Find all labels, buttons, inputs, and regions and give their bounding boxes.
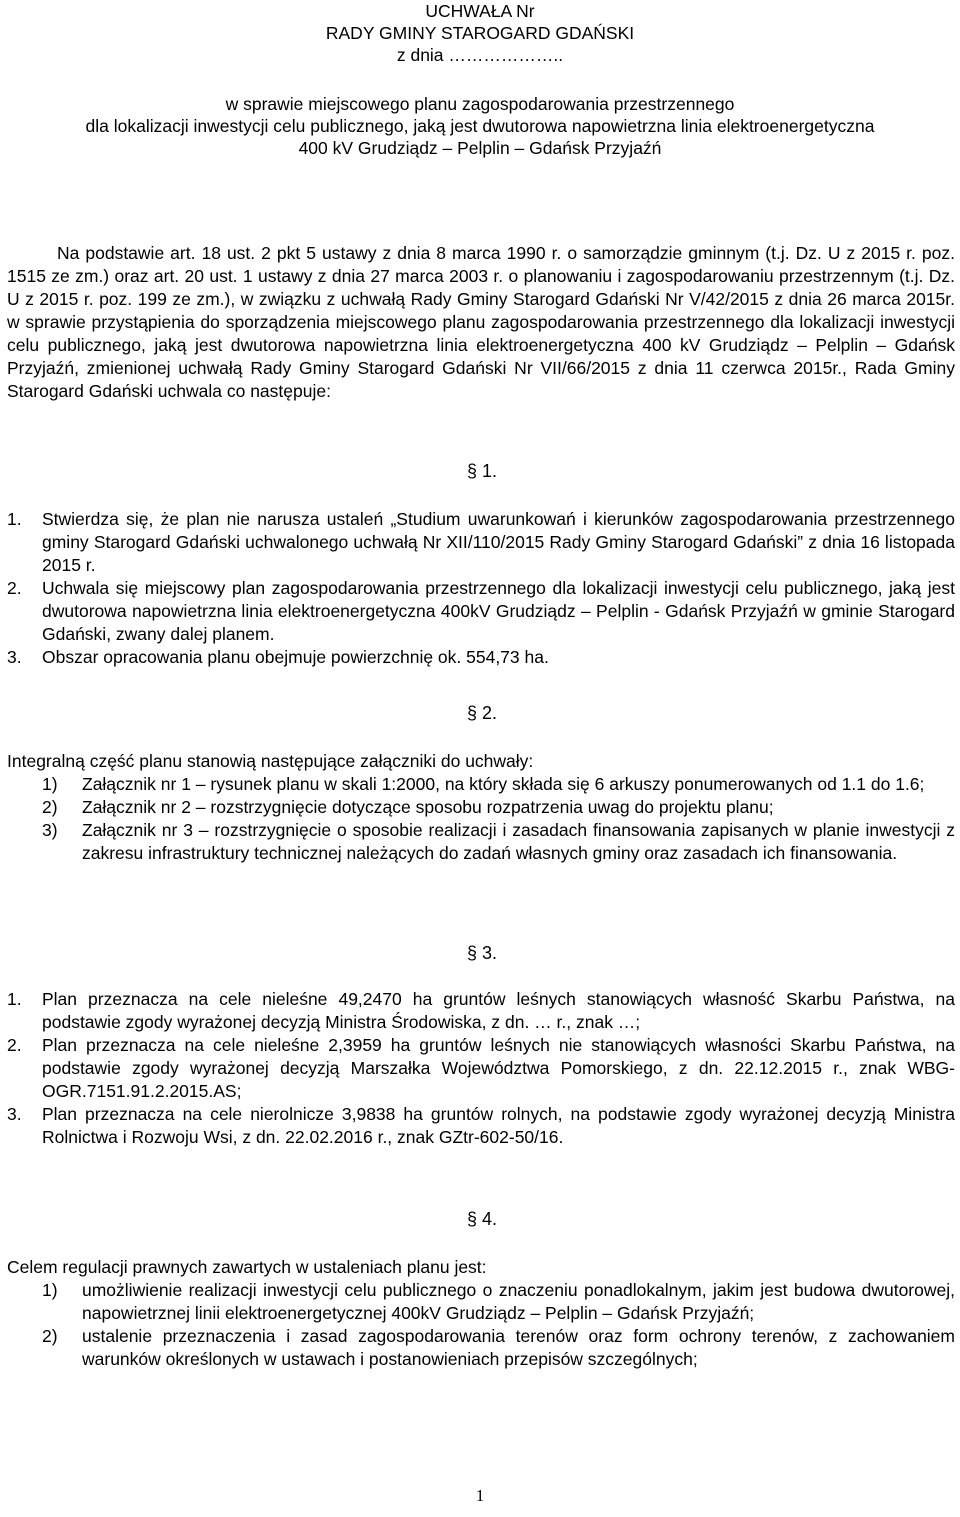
section-number: 1. — [482, 461, 498, 481]
section-2-body — [7, 750, 955, 865]
page-number: 1 — [475, 1486, 485, 1505]
list-item: 3. Obszar opracowania planu obejmuje powierzchnię ok. 554,73 ha. — [7, 647, 549, 667]
section-number: 2. — [482, 703, 498, 723]
list-item: 2) ustalenie przeznaczenia i zasad zagospodarowania terenów oraz form ochrony terenów, z zachowaniem warunków określonych w ustawach i postanowieniach przepisów szczególnych; — [42, 1326, 955, 1369]
section-3-heading — [462, 942, 502, 965]
section-3-body — [7, 988, 955, 1149]
preamble-text: Na podstawie art. 18 ust. 2 pkt 5 ustawy z dnia 8 marca 1990 r. o samorządzie gminnym (t.j. Dz. U z 2015 r. poz. 1515 ze zm.) oraz art. 20 ust. 1 ustawy z dnia 27 marca 2003 r. o planowaniu i zagospodarowaniu przestrzennym (t.j. Dz. U z 2015 r. poz. 199 ze zm.), w związku z uchwałą Rady Gminy Starogard Gdański Nr V/42/2015 z dnia 26 marca 2015r. w sprawie przystąpienia do sporządzenia miejscowego planu zagospodarowania przestrzennego dla lokalizacji inwestycji celu publicznego, jaką jest dwutorowa napowietrzna linia elektroenergetyczna 400 kV Grudziądz – Pelplin – Gdańsk Przyjaźń, zmienionej uchwałą Rady Gminy Starogard Gdański Nr VII/66/2015 z dnia 11 czerwca 2015r., Rada Gminy Starogard Gdański uchwala co następuje: — [7, 243, 955, 401]
section-4-intro: Celem regulacji prawnych zawartych w ustaleniach planu jest: — [7, 1257, 487, 1277]
section-number: 4. — [482, 1209, 498, 1229]
list-item: 1. Plan przeznacza na cele nieleśne 49,2470 ha gruntów leśnych stanowiących własność Skarbu Państwa, na podstawie zgody wyrażonej decyzją Ministra Środowiska, z dn. … r., znak …; — [7, 989, 955, 1032]
section-sign: § — [466, 703, 477, 723]
section-number: 3. — [482, 943, 498, 963]
section-sign: § — [466, 943, 477, 963]
resolution-date: z dnia ……………….. — [396, 45, 564, 65]
list-item: 2. Plan przeznacza na cele nieleśne 2,3959 ha gruntów leśnych nie stanowiących własności Skarbu Państwa, na podstawie zgody wyrażonej decyzją Marszałka Województwa Pomorskiego, z dn. 22.12.2015 r., znak WBG-OGR.7151.91.2.2015.AS; — [7, 1035, 955, 1101]
list-item: 3. Plan przeznacza na cele nierolnicze 3,9838 ha gruntów rolnych, na podstawie zgody wyrażonej decyzją Ministra Rolnictwa i Rozwoju Wsi, z dn. 22.02.2016 r., znak GZtr-602-50/16. — [7, 1104, 955, 1147]
preamble — [7, 242, 955, 403]
subject-line-2: dla lokalizacji inwestycji celu publicznego, jaką jest dwutorowa napowietrzna linia elektroenergetyczna — [85, 116, 875, 136]
list-item: 2. Uchwala się miejscowy plan zagospodarowania przestrzennego dla lokalizacji inwestycji celu publicznego, jaką jest dwutorowa napowietrzna linia elektroenergetyczna 400kV Grudziądz – Pelplin - Gdańsk Przyjaźń w gminie Starogard Gdański, zwany dalej planem. — [7, 578, 955, 644]
resolution-title: UCHWAŁA Nr — [425, 1, 535, 21]
resolution-header — [0, 0, 960, 159]
section-2-intro: Integralną część planu stanowią następujące załączniki do uchwały: — [7, 751, 534, 771]
subject-line-1: w sprawie miejscowego planu zagospodarowania przestrzennego — [225, 94, 735, 114]
list-item: 3) Załącznik nr 3 – rozstrzygnięcie o sposobie realizacji i zasadach finansowania zapisanych w planie inwestycji z zakresu infrastruktury technicznej należących do zadań własnych gminy oraz zasadach ich finansowania. — [42, 820, 955, 863]
section-2-heading — [462, 702, 502, 725]
section-1-body — [7, 508, 955, 669]
list-item: 1. Stwierdza się, że plan nie narusza ustaleń „Studium uwarunkowań i kierunków zagospodarowania przestrzennego gminy Starogard Gdański uchwalonego uchwałą Nr XII/110/2015 Rady Gminy Starogard Gdański” z dnia 16 listopada 2015 r. — [7, 509, 955, 575]
subject-line-3: 400 kV Grudziądz – Pelplin – Gdańsk Przyjaźń — [298, 138, 662, 158]
section-sign: § — [466, 461, 477, 481]
list-item: 2) Załącznik nr 2 – rozstrzygnięcie dotyczące sposobu rozpatrzenia uwag do projektu planu; — [42, 797, 774, 817]
section-1-heading — [462, 460, 502, 483]
list-item: 1) umożliwienie realizacji inwestycji celu publicznego o znaczeniu ponadlokalnym, jakim jest budowa dwutorowej, napowietrznej linii elektroenergetycznej 400kV Grudziądz – Pelplin – Gdańsk Przyjaźń; — [42, 1280, 955, 1323]
list-item: 1) Załącznik nr 1 – rysunek planu w skali 1:2000, na który składa się 6 arkuszy ponumerowanych od 1.1 do 1.6; — [42, 774, 925, 794]
council-name: RADY GMINY STAROGARD GDAŃSKI — [325, 23, 635, 43]
section-4-body — [7, 1256, 955, 1371]
section-sign: § — [466, 1209, 477, 1229]
section-4-heading — [462, 1208, 502, 1231]
